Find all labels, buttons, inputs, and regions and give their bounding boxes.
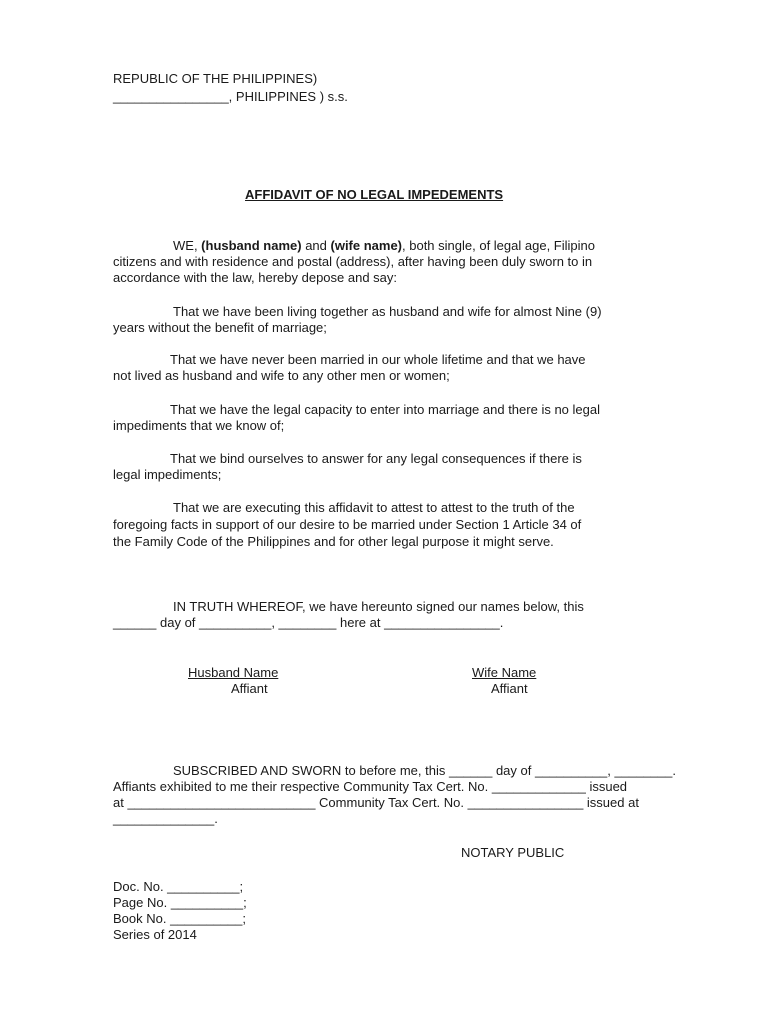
series-year: Series of 2014 (113, 927, 197, 942)
wife-name-field: (wife name) (330, 238, 403, 253)
paragraph-3-line-2: impediments that we know of; (113, 418, 285, 433)
paragraph-5-line-3: the Family Code of the Philippines and for other legal purpose it might serve. (113, 534, 554, 549)
intro-line-2: citizens and with residence and postal (address), after having been duly sworn to in (113, 254, 593, 269)
intro-line-1: WE, (husband name) and (wife name), both single, of legal age, Filipino (173, 238, 595, 253)
jurat-line-4: ______________. (113, 811, 218, 826)
paragraph-1-line-1: That we have been living together as husband and wife for almost Nine (9) (173, 304, 602, 319)
paragraph-2-line-1: That we have never been married in our whole lifetime and that we have (170, 352, 586, 367)
venue-republic: REPUBLIC OF THE PHILIPPINES) (113, 71, 318, 86)
jurat-line-2: Affiants exhibited to me their respective Community Tax Cert. No. _____________ issued (113, 779, 628, 794)
page-no: Page No. __________; (113, 895, 247, 910)
paragraph-5-line-2: foregoing facts in support of our desire to be married under Section 1 Article 34 of (113, 517, 582, 532)
book-no: Book No. __________; (113, 911, 246, 926)
husband-signature-name: Husband Name (188, 665, 279, 680)
wife-signature-name: Wife Name (472, 665, 537, 680)
document-title: AFFIDAVIT OF NO LEGAL IMPEDEMENTS (245, 187, 504, 202)
truth-whereof-line-2: ______ day of __________, ________ here at ________________. (113, 615, 504, 630)
paragraph-3-line-1: That we have the legal capacity to enter into marriage and there is no legal (170, 402, 600, 417)
notary-public-label: NOTARY PUBLIC (461, 845, 565, 860)
paragraph-5-line-1: That we are executing this affidavit to attest to attest to the truth of the (173, 500, 575, 515)
jurat-line-1: SUBSCRIBED AND SWORN to before me, this ______ day of __________, ________. (173, 763, 676, 778)
paragraph-4-line-1: That we bind ourselves to answer for any legal consequences if there is (170, 451, 582, 466)
paragraph-1-line-2: years without the benefit of marriage; (113, 320, 327, 335)
husband-name-field: (husband name) (201, 238, 302, 253)
paragraph-4-line-2: legal impediments; (113, 467, 222, 482)
jurat-line-3: at __________________________ Community Tax Cert. No. ________________ issued at (113, 795, 639, 810)
husband-signature-role: Affiant (231, 681, 268, 696)
doc-no: Doc. No. __________; (113, 879, 244, 894)
venue-city: ________________, PHILIPPINES ) s.s. (113, 89, 348, 104)
intro-line-3: accordance with the law, hereby depose and say: (113, 270, 398, 285)
truth-whereof-line-1: IN TRUTH WHEREOF, we have hereunto signed our names below, this (173, 599, 584, 614)
wife-signature-role: Affiant (491, 681, 528, 696)
paragraph-2-line-2: not lived as husband and wife to any other men or women; (113, 368, 450, 383)
